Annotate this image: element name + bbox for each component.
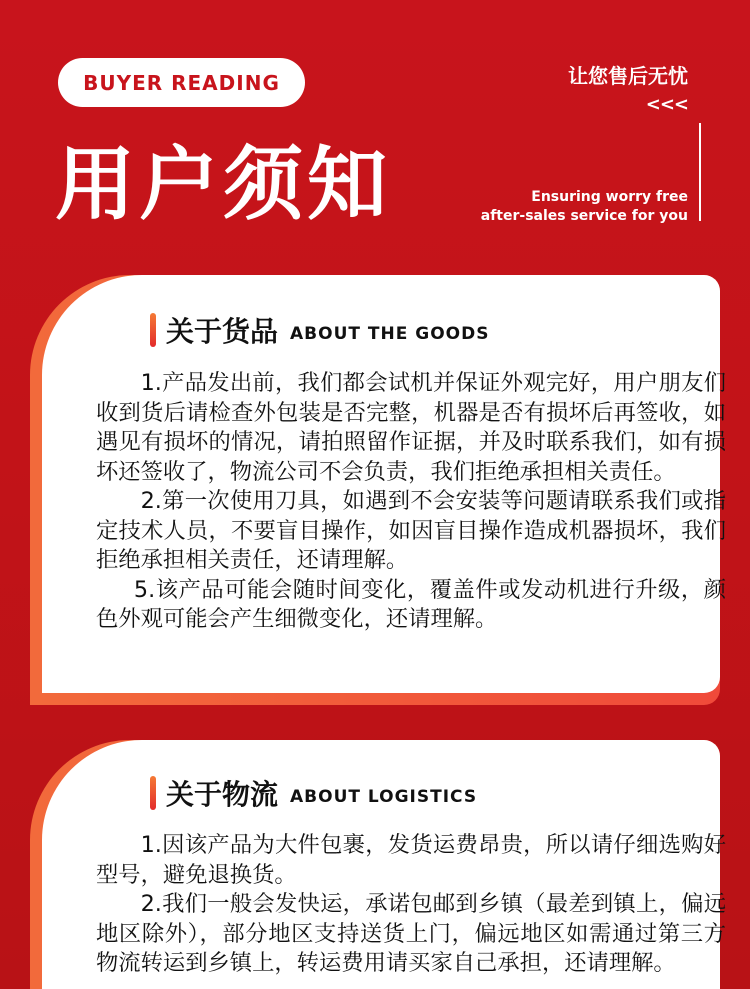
arrows-decoration: <<< [645,94,688,115]
goods-title-en: ABOUT THE GOODS [290,324,490,344]
goods-item: 1.产品发出前，我们都会试机并保证外观完好，用户朋友们收到货后请检查外包装是否完整，机器是否有损坏后再签收，如遇见有损坏的情况，请拍照留作证据，并及时联系我们，如有损坏还签收了，物流公司不会负责，我们拒绝承担相关责任。 [96,370,726,485]
goods-text [96,369,726,635]
slogan-cn: 让您售后无忧 [568,64,688,88]
logistics-item: 1.因该产品为大件包裹，发货运费昂贵，所以请仔细选购好型号，避免退换货。 [96,832,726,888]
logistics-item: 2.我们一般会发快运，承诺包邮到乡镇（最差到镇上，偏远地区除外），部分地区支持送货上门，偏远地区如需通过第三方物流转运到乡镇上，转运费用请买家自己承担，还请理解。 [96,891,726,976]
slogan-en-line2: after-sales service for you [480,208,688,224]
page-title: 用户须知 [55,138,391,231]
logistics-title-cn: 关于物流 [166,778,279,811]
divider-line [699,123,701,221]
goods-item: 2.第一次使用刀具，如遇到不会安装等问题请联系我们或指定技术人员，不要盲目操作，如因盲目操作造成机器损坏，我们拒绝承担相关责任，还请理解。 [96,488,726,573]
slogan-en [481,188,688,226]
goods-section-header [150,310,489,350]
logistics-section-header [150,773,477,813]
logistics-card [30,740,726,989]
goods-item: 5.该产品可能会随时间变化，覆盖件或发动机进行升级，颜色外观可能会产生细微变化，还请理解。 [96,576,726,632]
section-bar [150,313,156,347]
logistics-title-en: ABOUT LOGISTICS [290,787,478,807]
buyer-reading-badge: BUYER READING [58,58,305,107]
goods-title-cn: 关于货品 [166,315,279,348]
slogan-en-line1: Ensuring worry free [531,189,688,205]
logistics-text [96,831,726,979]
section-bar [150,776,156,810]
goods-card [30,275,726,705]
